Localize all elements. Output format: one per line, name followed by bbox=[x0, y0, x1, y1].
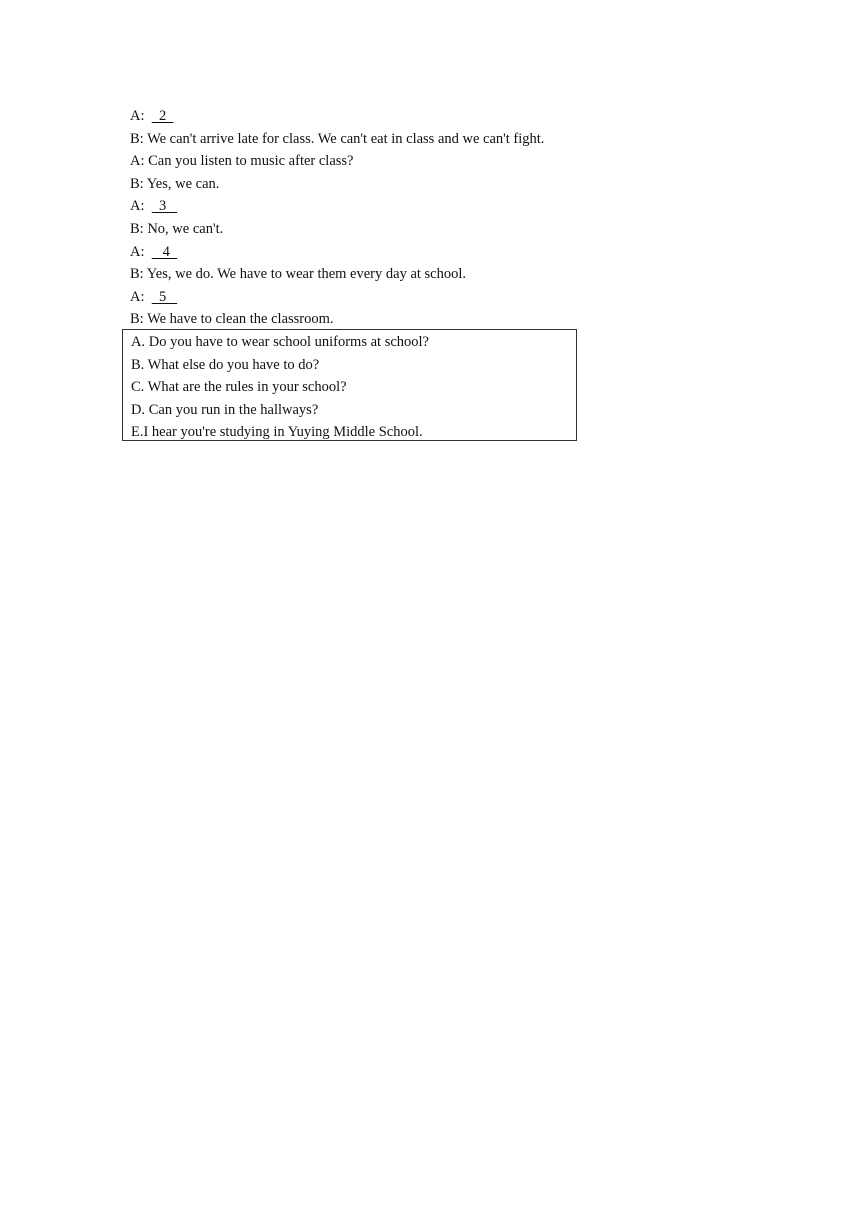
dialogue-line: B: Yes, we do. We have to wear them every day at school. bbox=[130, 266, 467, 283]
dialogue-line: B: We have to clean the classroom. bbox=[130, 311, 334, 328]
dialogue-line: B: Yes, we can. bbox=[130, 175, 220, 192]
dialogue-line: B: We can't arrive late for class. We can't eat in class and we can't fight. bbox=[130, 130, 545, 147]
option-d: D. Can you run in the hallways? bbox=[131, 401, 319, 418]
answer-blank-4: 4 bbox=[151, 243, 178, 260]
option-b: B. What else do you have to do? bbox=[131, 356, 320, 373]
speaker-label: A: bbox=[130, 243, 145, 260]
speaker-label: A: bbox=[130, 198, 145, 215]
option-c: C. What are the rules in your school? bbox=[131, 379, 347, 396]
dialogue-line-a-blank-2 bbox=[130, 105, 750, 128]
dialogue-line: B: No, we can't. bbox=[130, 220, 224, 237]
dialogue-line-a-blank-5 bbox=[130, 286, 750, 309]
options-box bbox=[122, 329, 577, 441]
dialogue bbox=[130, 105, 750, 331]
answer-blank-5: 5 bbox=[151, 288, 178, 305]
answer-blank-2: 2 bbox=[151, 108, 174, 124]
dialogue-line-a-blank-4 bbox=[130, 241, 750, 264]
dialogue-line-a-blank-3 bbox=[130, 195, 750, 218]
answer-blank-3: 3 bbox=[151, 198, 178, 215]
dialogue-line: A: Can you listen to music after class? bbox=[130, 153, 354, 170]
option-a: A. Do you have to wear school uniforms at school? bbox=[131, 334, 429, 350]
speaker-label: A: bbox=[130, 288, 145, 305]
speaker-label: A: bbox=[130, 108, 145, 124]
option-e: E.I hear you're studying in Yuying Middle School. bbox=[131, 424, 423, 441]
